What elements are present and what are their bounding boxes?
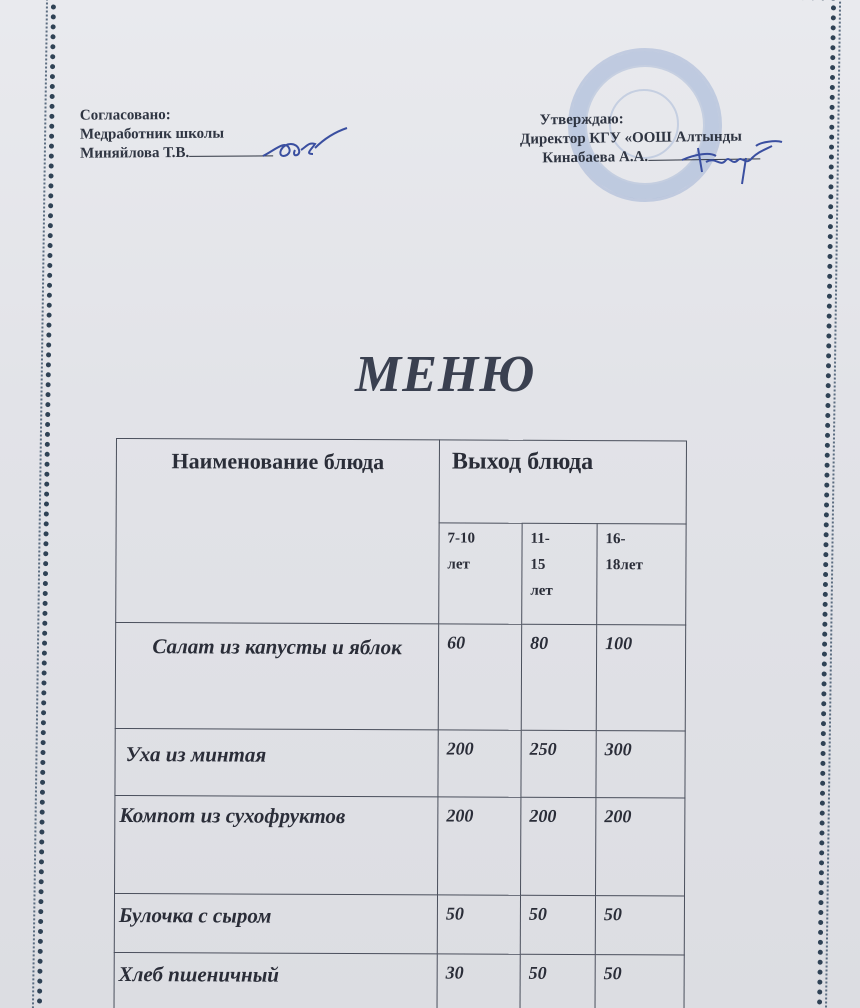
table-row	[115, 623, 685, 731]
table-row	[114, 893, 684, 954]
value-age-3: 200	[596, 798, 685, 896]
value-age-2: 50	[520, 895, 595, 954]
value-age-2: 80	[521, 624, 596, 730]
age-header-1: 7-10 лет	[439, 523, 522, 624]
menu-table	[113, 438, 686, 1008]
dish-name: Салат из капусты и яблок	[115, 623, 438, 730]
approval-left-name: Миняйлова Т.В.	[80, 143, 273, 163]
value-age-2: 200	[521, 797, 596, 895]
dish-name: Булочка с сыром	[114, 893, 437, 953]
dish-name: Компот из сухофруктов	[115, 795, 438, 894]
value-age-3: 50	[595, 955, 684, 1008]
age-header-2: 11-15 лет	[522, 523, 597, 624]
value-age-1: 50	[437, 895, 520, 954]
value-age-2: 50	[520, 954, 595, 1008]
approval-right-heading: Утверждаю:	[539, 111, 624, 129]
value-age-3: 100	[596, 625, 685, 731]
value-age-3: 300	[596, 731, 685, 798]
table-row	[114, 952, 684, 1008]
dish-name: Хлеб пшеничный	[114, 952, 437, 1008]
value-age-1: 30	[437, 954, 520, 1008]
approval-left-position: Медработник школы	[79, 125, 225, 143]
value-age-3: 50	[595, 896, 684, 955]
page-title: МЕНЮ	[355, 346, 536, 403]
approval-right-name: Кинабаева А.А.	[520, 146, 760, 168]
value-age-1: 200	[438, 730, 521, 797]
value-age-1: 60	[438, 624, 521, 730]
value-age-1: 200	[438, 797, 521, 895]
approval-left-heading: Согласовано:	[79, 107, 171, 124]
value-age-2: 250	[521, 730, 596, 797]
dish-name: Уха из минтая	[115, 728, 438, 796]
column-header-output: Выход блюда	[439, 440, 686, 524]
column-header-dish: Наименование блюда	[116, 439, 440, 624]
approval-block-left	[80, 105, 274, 163]
age-header-3: 16-18лет	[597, 524, 686, 625]
approval-right-position: Директор КГУ «ООШ Алтынды	[519, 128, 742, 148]
signature-right	[676, 136, 786, 192]
signature-left	[255, 120, 355, 166]
table-row	[115, 728, 685, 797]
table-row	[115, 795, 685, 895]
